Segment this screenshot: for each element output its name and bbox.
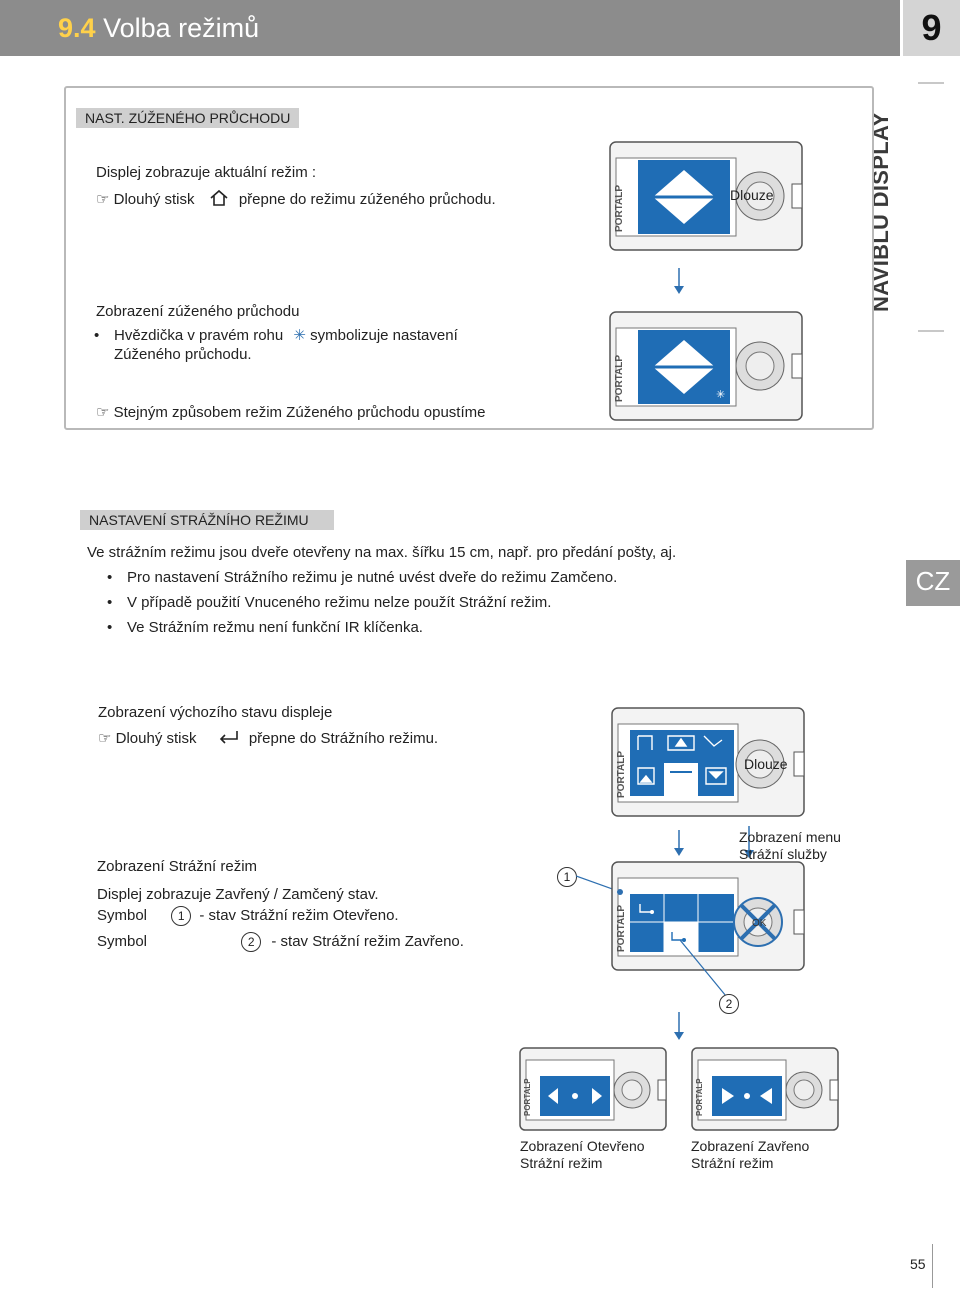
hand-icon: ☞	[98, 730, 112, 747]
guard-default-view: Zobrazení výchozího stavu displeje	[98, 704, 333, 721]
page-title	[58, 10, 259, 46]
language-code: CZ	[915, 566, 951, 596]
symbol-2-text: - stav Strážní režim Zavřeno.	[271, 933, 464, 950]
narrow-bullet	[114, 327, 458, 345]
narrow-line2a: Dlouhý stisk	[113, 191, 195, 208]
narrow-line1: Displej zobrazuje aktuální režim :	[96, 164, 317, 181]
narrow-bullet-b: symbolizuje nastavení	[310, 327, 458, 344]
callout-2-line	[680, 940, 730, 1000]
guard-bullet-2: • V případě použití Vnuceného režimu nelze použít Strážní režim.	[127, 594, 551, 612]
menu-caption-1: Zobrazení menu	[739, 829, 841, 845]
narrow-bullet-a: Hvězdička v pravém rohu	[114, 327, 284, 344]
side-divider-top	[918, 82, 944, 84]
long-press-label: Dlouze	[730, 187, 774, 203]
open-caption-1: Zobrazení Otevřeno	[520, 1138, 645, 1154]
return-icon	[217, 728, 239, 746]
narrow-bullet-c: Zúženého průchodu.	[114, 346, 252, 363]
narrow-line2	[96, 189, 496, 209]
side-divider-bottom	[918, 330, 944, 332]
page-number-divider	[932, 1244, 933, 1288]
narrow-line2b: přepne do režimu zúženého průchodu.	[238, 191, 496, 208]
side-title: NAVIBLU DISPLAY	[868, 111, 893, 312]
open-caption-2: Strážní režim	[520, 1155, 603, 1171]
guard-view-title: Zobrazení Strážní režim	[97, 858, 258, 875]
symbol-1-text: - stav Strážní režim Otevřeno.	[199, 907, 399, 924]
symbol-word: Symbol	[97, 933, 148, 950]
device-guard-closed	[690, 1046, 840, 1132]
long-press-label: Dlouze	[744, 756, 788, 772]
menu-caption-2: Strážní služby	[739, 846, 827, 862]
device-narrow-after	[608, 310, 804, 422]
page-number: 55	[910, 1256, 926, 1272]
narrow-exit-note	[96, 404, 485, 422]
narrow-section-label: NAST. ZÚŽENÉHO PRŮCHODU	[76, 108, 299, 128]
guard-bullet-3: • Ve Strážním režmu není funkční IR klíčenka.	[127, 619, 423, 637]
hand-icon: ☞	[96, 191, 110, 208]
arrow-down-icon	[672, 1012, 686, 1040]
guard-section-label: NASTAVENÍ STRÁŽNÍHO REŽIMU	[80, 510, 334, 530]
guard-intro: Ve strážním režimu jsou dveře otevřeny na max. šířku 15 cm, např. pro předání pošty, aj.	[87, 544, 677, 561]
brand-logo: PORTALP	[614, 184, 625, 232]
symbol-1-marker: 1	[171, 906, 191, 926]
section-title: Volba režimů	[103, 13, 260, 43]
guard-bullet-1: • Pro nastavení Strážního režimu je nutné uvést dveře do režimu Zamčeno.	[127, 569, 617, 587]
guard-state-line: Displej zobrazuje Zavřený / Zamčený stav.	[97, 886, 379, 903]
brand-logo: PORTALP	[616, 750, 627, 798]
brand-logo: PORTALP	[616, 904, 627, 952]
hand-icon: ☞	[96, 404, 110, 421]
arrow-down-icon	[672, 830, 686, 856]
guard-symbol-1-line	[97, 906, 399, 926]
device-guard-default	[610, 706, 806, 818]
narrow-exit-text: Stejným způsobem režim Zúženého průchodu opustíme	[113, 404, 486, 421]
device-guard-open	[518, 1046, 668, 1132]
device-narrow-before	[608, 140, 804, 252]
callout-2: 2	[719, 994, 739, 1014]
guard-press-line	[98, 728, 438, 748]
closed-caption-2: Strážní režim	[691, 1155, 774, 1171]
callout-1: 1	[557, 867, 577, 887]
closed-caption-1: Zobrazení Zavřeno	[691, 1138, 810, 1154]
section-number: 9.4	[58, 13, 96, 43]
brand-logo: PORTALP	[695, 1078, 704, 1116]
arrow-down-icon	[672, 268, 686, 294]
guard-press-a: Dlouhý stisk	[115, 730, 197, 747]
symbol-2-marker: 2	[241, 932, 261, 952]
guard-press-b: přepne do Strážního režimu.	[248, 730, 439, 747]
asterisk-icon: ✳	[716, 389, 726, 401]
brand-logo: PORTALP	[614, 354, 625, 402]
guard-symbol-2-line	[97, 932, 464, 952]
narrow-view-title: Zobrazení zúženého průchodu	[96, 303, 300, 320]
home-icon	[209, 189, 229, 207]
chapter-number: 9	[921, 7, 942, 48]
symbol-word: Symbol	[97, 907, 148, 924]
asterisk-icon: ✳	[293, 327, 306, 344]
brand-logo: PORTALP	[523, 1078, 532, 1116]
ok-button-label: OK	[752, 918, 767, 929]
